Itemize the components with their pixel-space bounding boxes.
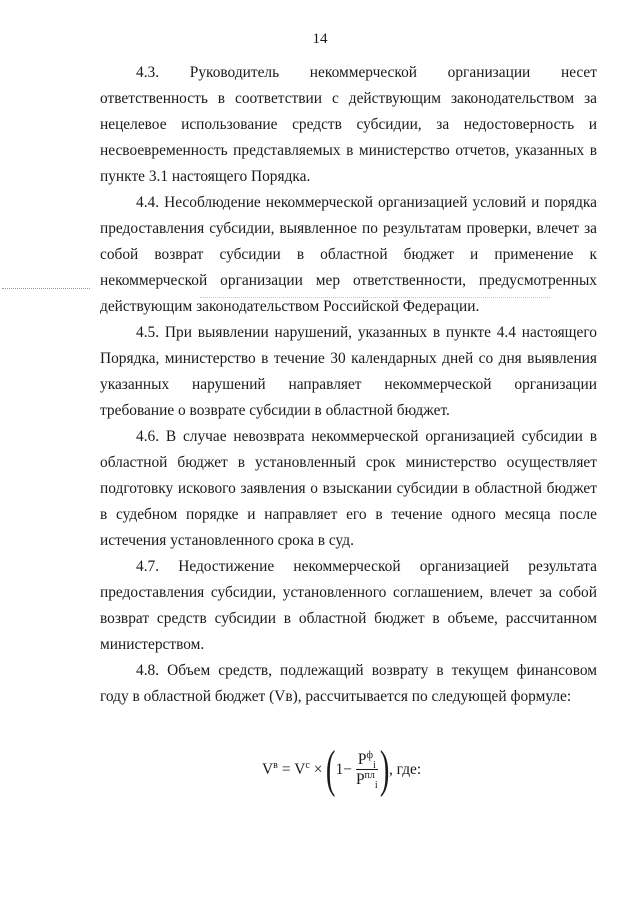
formula-vc: $V^с$ [294, 759, 310, 778]
formula-numerator: $P^ф_i$ [357, 749, 376, 771]
paragraph-4-8: 4.8. Объем средств, подлежащий возврату в текущем финансовом году в областной бюджет (Vв), рассчитывается по следующей формуле: [100, 662, 597, 705]
formula-right-paren: ) [379, 741, 390, 798]
formula-one-minus: 1− [335, 761, 352, 778]
formula-left-paren: ( [326, 741, 336, 798]
formula-lhs: $V^в$ [262, 759, 278, 778]
paragraph-4-6: 4.6. В случае невозврата некоммерческой организацией субсидии в областной бюджет в установленный срок министерство осуществляет подготовку искового заявления о взыскании субсидии в областной бюджет в судебном порядке и направляет его в течение одного месяца после истечения установленного срока в суд. [100, 428, 597, 549]
paragraph-4-7: 4.7. Недостижение некоммерческой организацией результата предоставления субсидии, установленного соглашением, влечет за собой возврат средств субсидии в областной бюджет в объеме, рассчитанном министерством. [100, 558, 597, 653]
refund-formula [262, 738, 421, 802]
margin-scan-artifact [2, 288, 90, 289]
document-body [100, 60, 597, 710]
page-number: 14 [312, 31, 328, 47]
formula-equals: = [281, 761, 291, 778]
formula-suffix: , где: [388, 761, 422, 778]
paragraph-4-3: 4.3. Руководитель некоммерческой организации несет ответственность в соответствии с действующим законодательством за нецелевое использование средств субсидии, за недостоверность и несвоевременность представляемых в министерство отчетов, указанных в пункте 3.1 настоящего Порядка. [100, 64, 597, 185]
formula-fraction [354, 751, 380, 790]
formula-denominator: $P^{пл}_i$ [355, 769, 378, 791]
formula-times: × [313, 761, 323, 778]
paragraph-4-5: 4.5. При выявлении нарушений, указанных в пункте 4.4 настоящего Порядка, министерство в течение 30 календарных дней со дня выявления указанных нарушений направляет некоммерческой организации требование о возврате субсидии в областной бюджет. [100, 324, 597, 419]
paragraph-4-4: 4.4. Несоблюдение некоммерческой организацией условий и порядка предоставления субсидии, выявленное по результатам проверки, влечет за собой возврат субсидии в областной бюджет и применение к некоммерческой организации мер ответственности, предусмотренных действующим законодательством Российской Федерации. [100, 194, 597, 315]
